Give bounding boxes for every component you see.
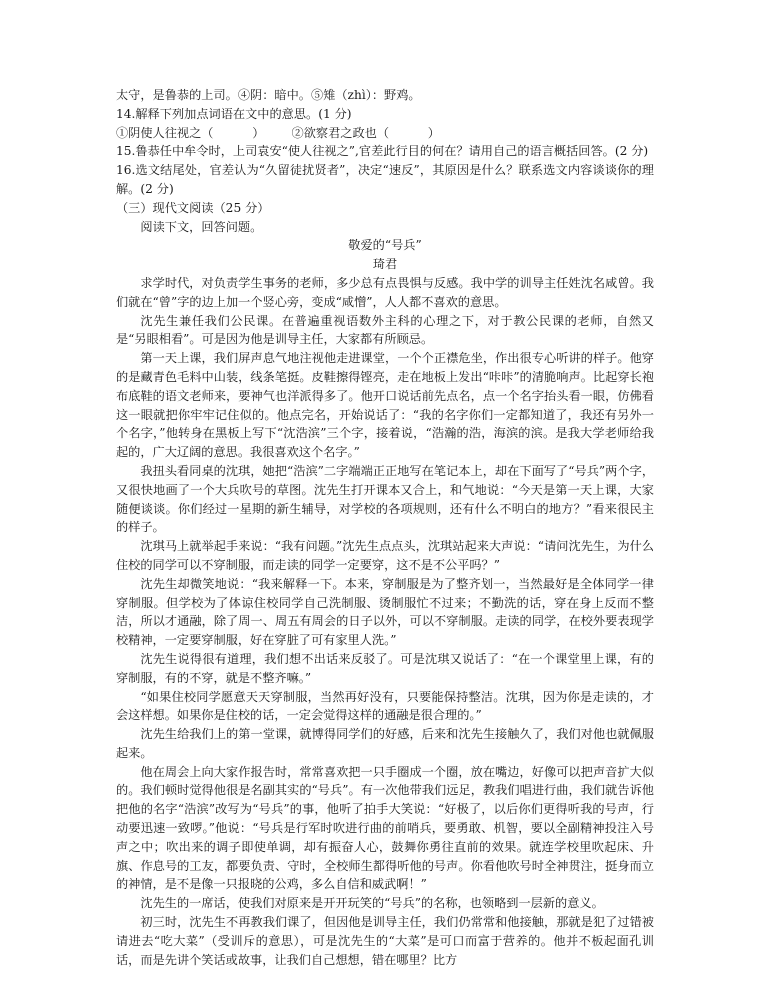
article-paragraph: 沈先生给我们上的第一堂课，就博得同学们的好感，后来和沈先生接触久了，我们对他也就佩服起来。 — [116, 727, 654, 760]
section-instruction: 阅读下文，回答问题。 — [140, 219, 263, 234]
article-paragraph: 第一天上课，我们屏声息气地注视他走进课堂，一个个正襟危坐，作出很专心听讲的样子。他穿的是藏青色毛料中山装，线条笔挺。皮鞋擦得铿亮，走在地板上发出“咔咔”的清脆响声。比起穿长袍布底鞋的语文老师来，要神气也洋派得多了。他开口说话前先点名，点一个名字抬头看一眼，仿佛看这一眼就把你牢牢记住似的。他点完名，开始说话了：“我的名字你们一定都知道了，我还有另外一个名字，”他转身在黑板上写下“沈浩滨”三个字，接着说，“浩瀚的浩，海滨的滨。是我大学老师给我起的，广大辽阔的意思。我很喜欢这个名字。” — [116, 351, 654, 460]
question-14-items: ①阴使人往视之（ ） ②欲察君之政也（ ） — [116, 125, 440, 140]
document-page — [116, 86, 654, 969]
article-paragraph: 沈先生却微笑地说：“我来解释一下。本来，穿制服是为了整齐划一，当然最好是全体同学一律穿制服。但学校为了体谅住校同学自己洗制服、烫制服忙不过来；不勤洗的话，穿在身上反而不整洁，所以才通融，除了周一、周五有周会的日子以外，可以不穿制服。走读的同学，在校外要表现学校精神，一定要穿制服，好在穿脏了可有家里人洗。” — [116, 576, 654, 648]
article-paragraph: 求学时代，对负责学生事务的老师，多少总有点畏惧与反感。我中学的训导主任姓沈名咸曾。我们就在“曾”字的边上加一个竖心旁，变成“咸憎”，人人都不喜欢的意思。 — [116, 275, 654, 309]
article-paragraph: 沈先生说得很有道理，我们想不出话来反驳了。可是沈琪又说话了：“在一个课堂里上课，有的穿制服，有的不穿，就是不整齐嘛。” — [116, 651, 654, 685]
article-paragraph: 沈琪马上就举起手来说：“我有问题。”沈先生点点头，沈琪站起来大声说：“请问沈先生，为什么住校的同学可以不穿制服，而走读的同学一定要穿，这不是不公平吗？” — [116, 539, 654, 572]
article-paragraph: 沈先生兼任我们公民课。在普遍重视语数外主科的心理之下，对于教公民课的老师，自然又是“另眼相看”。可是因为他是训导主任，大家都有所顾忌。 — [116, 313, 654, 347]
section-heading: （三）现代文阅读（25 分） — [116, 200, 270, 215]
question-16: 16.选文结尾处，官差认为“久留徒扰贤者”，决定“速反”，其原因是什么？联系选文内容谈谈你的理解。(2 分) — [116, 163, 654, 196]
article-title: 敬爱的“号兵” — [348, 238, 422, 253]
article-paragraph: 沈先生的一席话，使我们对原来是开开玩笑的“号兵”的名称，也领略到一层新的意义。 — [140, 896, 604, 911]
question-14: 14.解释下列加点词语在文中的意思。(1 分) — [116, 106, 352, 121]
annotation-note: 太守，是鲁恭的上司。④阴：暗中。⑤雉（zhì）：野鸡。 — [116, 88, 421, 102]
article-paragraph: 初三时，沈先生不再教我们课了，但因他是训导主任，我们仍常常和他接触，那就是犯了过错被请进去“吃大菜”（受训斥的意思），可是沈先生的“大菜”是可口而富于营养的。他并不板起面孔训话，而是先讲个笑话或故事，让我们自己想想，错在哪里？比方 — [116, 915, 654, 967]
question-15: 15.鲁恭任中牟令时，上司袁安“使人往视之”,官差此行目的何在？请用自己的语言概括回答。(2 分) — [116, 144, 649, 159]
article-paragraph: “如果住校同学愿意天天穿制服，当然再好没有，只要能保持整洁。沈琪，因为你是走读的，才会这样想。如果你是住校的话，一定会觉得这样的通融是很合理的。” — [116, 689, 654, 723]
article-paragraph: 他在周会上向大家作报告时，常常喜欢把一只手圈成一个圈，放在嘴边，好像可以把声音扩大似的。我们顿时觉得他很是名副其实的“号兵”。有一次他带我们远足，教我们唱进行曲，我们就告诉他把他的名字“浩滨”改写为“号兵”的事，他听了拍手大笑说：“好极了，以后你们更得听我的号声，行动要迅速一致啰。”他说：“号兵是行军时吹进行曲的前哨兵，要勇敢、机智，要以全副精神投注入号声之中；吹出来的调子即使单调，却有振奋人心，鼓舞你勇往直前的效果。就连学校里吹起床、升旗、作息号的工友，都要负责、守时，全校师生都得听他的号声。你看他吹号时全神贯注，挺身而立的神情，是不是像一只报晓的公鸡，多么自信和威武啊！” — [116, 764, 654, 892]
article-paragraph: 我扭头看同桌的沈琪，她把“浩滨”二字端端正正地写在笔记本上，却在下面写了“号兵”两个字，又很快地画了一个大兵吹号的草图。沈先生打开课本又合上，和气地说：“今天是第一天上课，大家随便谈谈。你们经过一星期的新生辅导，对学校的各项规则，还有什么不明白的地方？”看来很民主的样子。 — [116, 463, 654, 535]
article-author: 琦君 — [372, 257, 398, 272]
